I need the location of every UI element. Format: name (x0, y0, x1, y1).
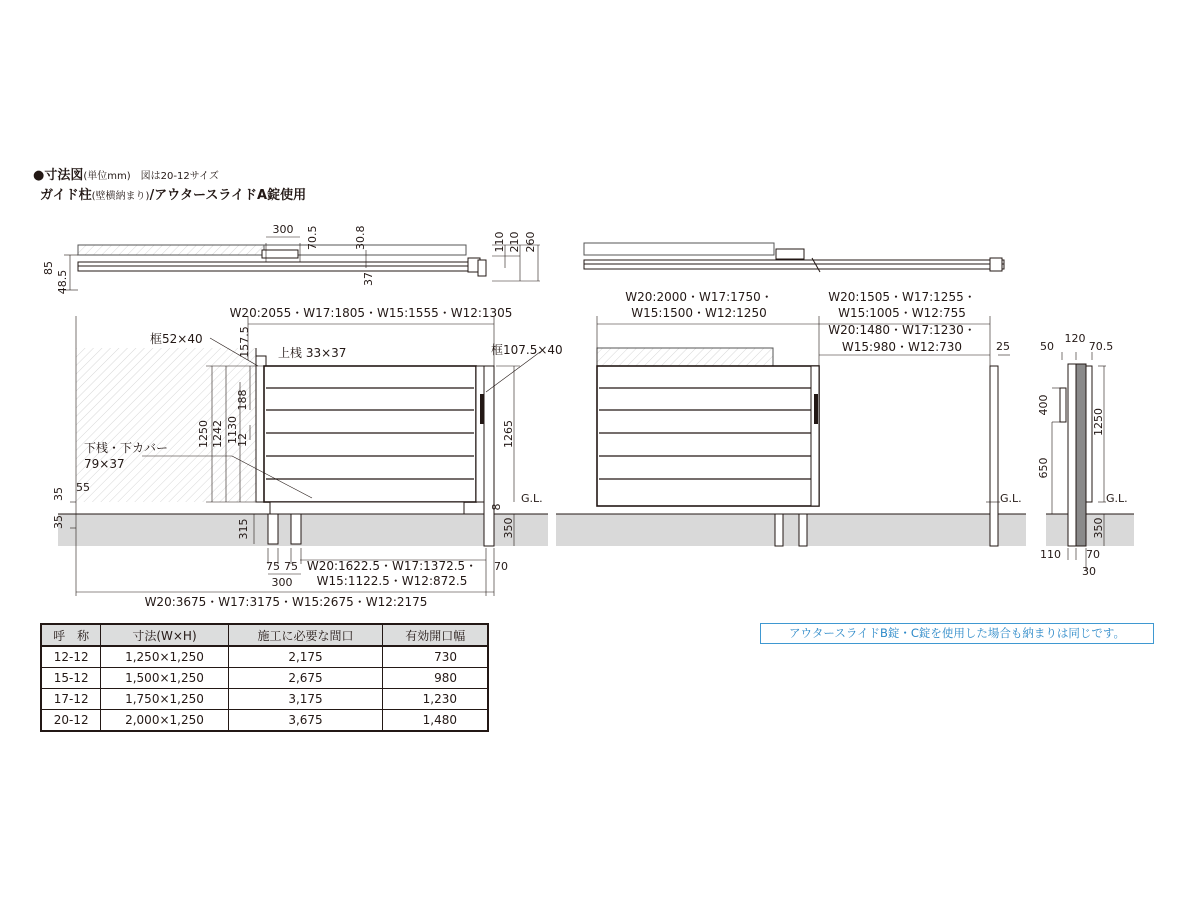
cell-required-width: 3,675 (228, 710, 383, 732)
cell-effective-opening: 730 (383, 646, 488, 668)
plan-dim-37: 37 (362, 272, 375, 286)
label-top-rail: 上桟 33×37 (278, 346, 347, 360)
side-dim-650: 650 (1037, 457, 1050, 479)
table-row (41, 710, 488, 732)
dim-188: 188 (236, 389, 249, 411)
gl-label-side: G.L. (1106, 492, 1128, 505)
dim-300-lower: 300 (271, 576, 293, 589)
cell-name: 17-12 (41, 689, 101, 710)
cell-required-width: 3,175 (228, 689, 383, 710)
side-dim-120: 120 (1064, 332, 1086, 345)
opening-width-line1: W20:1622.5・W17:1372.5・ (306, 559, 478, 573)
table-row (41, 668, 488, 689)
cell-effective-opening: 1,480 (383, 710, 488, 732)
plan-dim-85: 85 (42, 261, 55, 275)
dim-1242: 1242 (211, 420, 224, 448)
side-dim-1250: 1250 (1092, 408, 1105, 436)
size-spec-table (40, 623, 489, 732)
dim-1250: 1250 (197, 420, 210, 448)
col-header-required-width: 施工に必要な間口 (228, 624, 383, 646)
elev-overall-width-top: W20:2055・W17:1805・W15:1555・W12:1305 (229, 306, 513, 320)
dim-8: 8 (490, 503, 503, 511)
plan-view-left (64, 237, 540, 290)
side-section-view (1046, 352, 1134, 570)
cell-size: 2,000×1,250 (101, 710, 228, 732)
dim-350: 350 (502, 517, 515, 539)
plan-dim-260: 260 (524, 231, 537, 253)
side-dim-70: 70 (1086, 548, 1100, 561)
plan-view-right (584, 243, 1004, 272)
dim-75-a: 75 (266, 560, 280, 573)
side-dim-50: 50 (1040, 340, 1054, 353)
table-header-row (41, 624, 488, 646)
panel-width-line2: W15:1500・W12:1250 (631, 306, 767, 320)
table-row (41, 646, 488, 668)
opening-width-line2: W15:1122.5・W12:872.5 (316, 574, 468, 588)
lock-note: アウタースライドB錠・C錠を使用した場合も納まりは同じです。 (760, 623, 1154, 644)
gap-width-b-line2: W15:980・W12:730 (841, 340, 963, 354)
side-dim-350: 350 (1092, 517, 1105, 539)
gl-label-right: G.L. (1000, 492, 1022, 505)
diagram-title: ●寸法図(単位mm) 図は20-12サイズ (33, 168, 219, 183)
dim-157-5: 157.5 (238, 326, 251, 358)
side-dim-110: 110 (1040, 548, 1061, 561)
side-dim-30: 30 (1082, 565, 1096, 578)
cell-effective-opening: 980 (383, 668, 488, 689)
dim-70: 70 (494, 560, 508, 573)
cell-required-width: 2,175 (228, 646, 383, 668)
cell-name: 20-12 (41, 710, 101, 732)
dim-55: 55 (76, 481, 90, 494)
dim-75-b: 75 (284, 560, 298, 573)
cell-size: 1,750×1,250 (101, 689, 228, 710)
dim-1130: 1130 (226, 416, 239, 444)
panel-width-line1: W20:2000・W17:1750・ (625, 290, 773, 304)
gap-width-b-line1: W20:1480・W17:1230・ (828, 323, 976, 337)
dim-25: 25 (996, 340, 1010, 353)
dim-35-lower: 35 (52, 515, 65, 529)
diagram-subtitle-sub: (壁横納まり) (91, 191, 150, 202)
gl-label-left: G.L. (521, 492, 543, 505)
gap-width-a-line2: W15:1005・W12:755 (838, 306, 966, 320)
col-header-effective-opening: 有効開口幅 (383, 624, 488, 646)
col-header-size: 寸法(W×H) (101, 624, 228, 646)
diagram-title-sub: (単位mm) 図は20-12サイズ (83, 171, 219, 182)
plan-dim-70-5: 70.5 (306, 225, 319, 250)
cell-size: 1,500×1,250 (101, 668, 228, 689)
plan-dim-110: 110 (493, 231, 506, 253)
plan-dim-210: 210 (508, 231, 521, 253)
side-dim-400: 400 (1037, 394, 1050, 416)
dim-315: 315 (237, 518, 250, 540)
cell-name: 15-12 (41, 668, 101, 689)
plan-dim-48-5: 48.5 (56, 269, 69, 295)
label-bottom-rail: 下桟・下カバー (84, 441, 169, 455)
elev-overall-width-bottom: W20:3675・W17:3175・W15:2675・W12:2175 (144, 595, 428, 609)
gap-width-a-line1: W20:1505・W17:1255・ (828, 290, 976, 304)
cell-effective-opening: 1,230 (383, 689, 488, 710)
dim-12: 12 (236, 433, 249, 447)
label-frame-52x40: 框52×40 (150, 332, 203, 346)
cell-name: 12-12 (41, 646, 101, 668)
plan-dim-300: 300 (272, 223, 294, 236)
table-row (41, 689, 488, 710)
side-dim-70-5: 70.5 (1088, 340, 1114, 353)
cell-required-width: 2,675 (228, 668, 383, 689)
label-bottom-rail-size: 79×37 (84, 457, 125, 471)
plan-dim-30-8: 30.8 (354, 225, 367, 250)
label-frame-107-5x40: 框107.5×40 (491, 343, 563, 357)
col-header-name: 呼 称 (41, 624, 101, 646)
cell-size: 1,250×1,250 (101, 646, 228, 668)
diagram-subtitle: ガイド柱(壁横納まり)/アウタースライドA錠使用 (40, 188, 307, 203)
dim-1265: 1265 (502, 420, 515, 448)
dim-35-upper: 35 (52, 487, 65, 501)
